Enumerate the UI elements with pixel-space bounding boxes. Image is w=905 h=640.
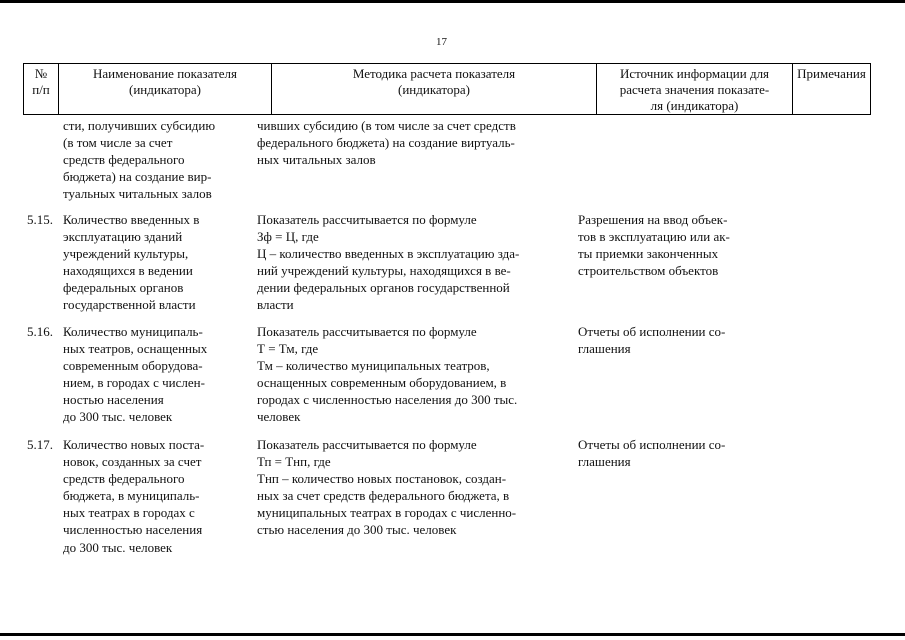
header-information-source: Источник информации для расчета значения показате- ля (индикатора) [596, 64, 792, 114]
row-information-source: Отчеты об исполнении со- глашения [578, 437, 726, 470]
row-number: 5.17. [27, 437, 53, 452]
row-indicator-name: Количество муниципаль- ных театров, оснащенных современным оборудова- нием, в городах с числен- ностью населения до 300 тыс. человек [63, 324, 208, 425]
row-indicator-name: Количество введенных в эксплуатацию зданий учреждений культуры, находящихся в ведении федеральных органов государственной власти [63, 212, 200, 313]
row-information-source: Отчеты об исполнении со- глашения [578, 324, 726, 357]
row-calculation-method: Показатель рассчитывается по формуле Т = Тм, где Тм – количество муниципальных театров, оснащенных современным оборудованием, в городах с численностью населения до 300 тыс. человек [257, 324, 518, 425]
row-calculation-method: Показатель рассчитывается по формуле Зф = Ц, где Ц – количество введенных в эксплуатацию зда- ний учреждений культуры, находящихся в ве- дении федеральных органов государственной власти [257, 212, 520, 313]
header-number: № п/п [32, 66, 50, 97]
top-rule [0, 0, 905, 3]
continuation-method: чивших субсидию (в том числе за счет средств федерального бюджета) на создание виртуаль- ных читальных залов [257, 118, 516, 168]
bottom-rule [0, 633, 905, 636]
row-indicator-name: Количество новых поста- новок, созданных за счет средств федерального бюджета, в муниципаль- ных театрах в городах с численностью населения до 300 тыс. человек [63, 437, 205, 555]
table-header [23, 63, 871, 115]
continuation-name: сти, получивших субсидию (в том числе за счет средств федерального бюджета) на создание вир- туальных читальных залов [63, 118, 216, 202]
row-number: 5.16. [27, 324, 53, 339]
page-number: 17 [436, 36, 447, 48]
header-calculation-method: Методика расчета показателя (индикатора) [271, 64, 596, 114]
header-notes: Примечания [792, 64, 870, 114]
header-indicator-name: Наименование показателя (индикатора) [58, 64, 271, 114]
row-calculation-method: Показатель рассчитывается по формуле Тп = Тнп, где Тнп – количество новых постановок, создан- ных за счет средств федерального бюджета, в муниципальных театрах в городах с численно- стью населения до 300 тыс. человек [257, 437, 517, 538]
row-information-source: Разрешения на ввод объек- тов в эксплуатацию или ак- ты приемки законченных строительством объектов [578, 212, 730, 279]
row-number: 5.15. [27, 212, 53, 227]
